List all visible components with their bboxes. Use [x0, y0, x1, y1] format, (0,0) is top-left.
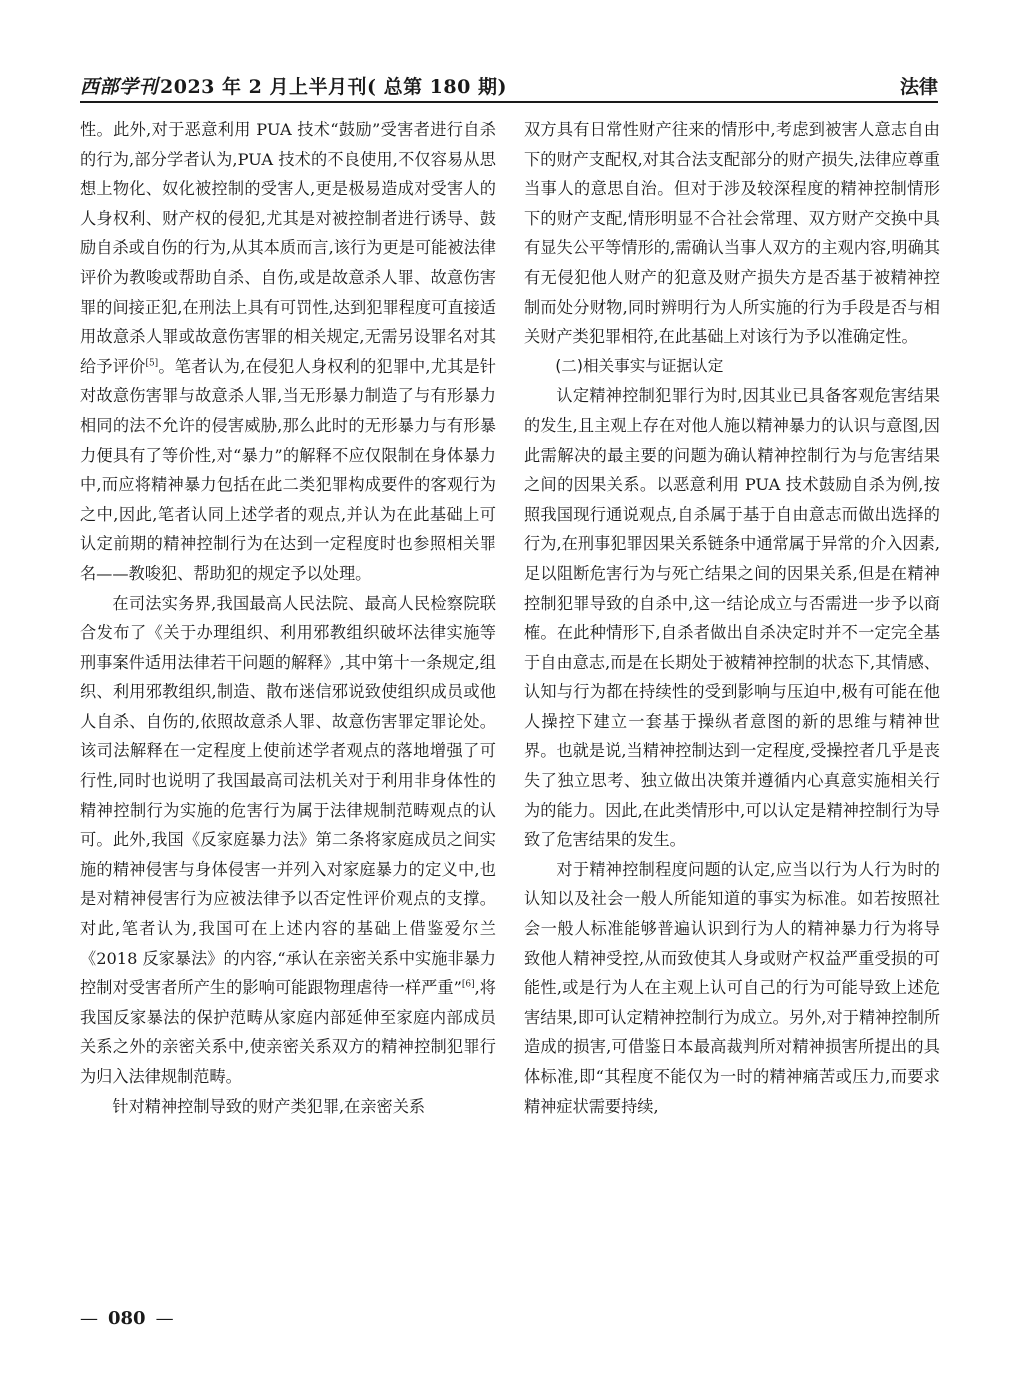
header-left: [80, 72, 507, 99]
left-column: [80, 115, 496, 1295]
running-header: [80, 70, 938, 100]
paragraph: 针对精神控制导致的财产类犯罪,在亲密关系: [112, 1096, 426, 1116]
paragraph-continued: 双方具有日常性财产往来的情形中,考虑到被害人意志自由下的财产支配权,对其合法支配部分的财产损失,法律应尊重当事人的意思自治。但对于涉及较深程度的精神控制情形下的财产支配,情形明显不合社会常理、双方财产交换中具有显失公平等情形的,需确认当事人双方的主观内容,明确其有无侵犯他人财产的犯意及财产损失方是否基于被精神控制而处分财物,同时辨明行为人所实施的行为手段是否与相关财产类犯罪相符,在此基础上对该行为予以准确定性。: [524, 120, 940, 347]
paragraph: 对于精神控制程度问题的认定,应当以行为人行为时的认知以及社会一般人所能知道的事实为标准。如若按照社会一般人标准能够普遍认识到行为人的精神暴力行为将导致他人精神受控,从而致使其人身或财产权益严重受损的可能性,或是行为人在主观上认可自己的行为可能导致上述危害结果,即可认定精神控制行为成立。另外,对于精神控制所造成的损害,可借鉴日本最高裁判所对精神损害所提出的具体标准,即“其程度不能仅为一时的精神痛苦或压力,而要求精神症状需要持续,: [524, 859, 940, 1116]
footer-dash-left: —: [80, 1308, 98, 1329]
paragraph: 认定精神控制犯罪行为时,因其业已具备客观危害结果的发生,且主观上存在对他人施以精神暴力的认识与意图,因此需解决的最主要的问题为确认精神控制行为与危害结果之间的因果关系。以恶意利用 PUA 技术鼓励自杀为例,按照我国现行通说观点,自杀属于基于自由意志而做出选择的行为,在刑事犯罪因果关系链条中通常属于异常的介入因素,足以阻断危害行为与死亡结果之间的因果关系,但是在精神控制犯罪导致的自杀中,这一结论成立与否需进一步予以商榷。在此种情形下,自杀者做出自杀决定时并不一定完全基于自由意志,而是在长期处于被精神控制的状态下,其情感、认知与行为都在持续性的受到影响与压迫中,极有可能在他人操控下建立一套基于操纵者意图的新的思维与精神世界。也就是说,当精神控制达到一定程度,受操控者几乎是丧失了独立思考、独立做出决策并遵循内心真意实施相关行为的能力。因此,在此类情形中,可以认定是精神控制行为导致了危害结果的发生。: [524, 386, 940, 850]
header-divider: [80, 101, 938, 103]
page-number: 080: [108, 1308, 146, 1329]
page-footer: [80, 1308, 174, 1329]
section-heading: (二)相关事实与证据认定: [555, 356, 724, 375]
citation-ref: [5]: [145, 358, 159, 369]
citation-ref: [6]: [461, 979, 475, 990]
section-name: 法律: [899, 76, 938, 98]
paragraph-continued: 性。此外,对于恶意利用 PUA 技术“鼓励”受害者进行自杀的行为,部分学者认为,PUA 技术的不良使用,不仅容易从思想上物化、奴化被控制的受害人,更是极易造成对受害人的人身权利、财产权的侵犯,尤其是对被控制者进行诱导、鼓励自杀或自伤的行为,从其本质而言,该行为更是可能被法律评价为教唆或帮助自杀、自伤,或是故意杀人罪、故意伤害罪的间接正犯,在刑法上具有可罚性,达到犯罪程度可直接适用故意杀人罪或故意伤害罪的相关规定,无需另设罪名对其给予评价[5]。笔者认为,在侵犯人身权利的犯罪中,尤其是针对故意伤害罪与故意杀人罪,当无形暴力制造了与有形暴力相同的法不允许的侵害威胁,那么此时的无形暴力与有形暴力便具有了等价性,对“暴力”的解释不应仅限制在身体暴力中,而应将精神暴力包括在此二类犯罪构成要件的客观行为之中,因此,笔者认同上述学者的观点,并认为在此基础上可认定前期的精神控制行为在达到一定程度时也参照相关罪名——教唆犯、帮助犯的规定予以处理。: [80, 120, 496, 583]
issue-info: 2023 年 2 月上半月刊( 总第 180 期): [160, 76, 507, 98]
footer-dash-right: —: [155, 1308, 174, 1329]
paragraph: 在司法实务界,我国最高人民法院、最高人民检察院联合发布了《关于办理组织、利用邪教组织破坏法律实施等刑事案件适用法律若干问题的解释》,其中第十一条规定,组织、利用邪教组织,制造、散布迷信邪说致使组织成员或他人自杀、自伤的,依照故意杀人罪、故意伤害罪定罪论处。该司法解释在一定程度上使前述学者观点的落地增强了可行性,同时也说明了我国最高司法机关对于利用非身体性的精神控制行为实施的危害行为属于法律规制范畴观点的认可。此外,我国《反家庭暴力法》第二条将家庭成员之间实施的精神侵害与身体侵害一并列入对家庭暴力的定义中,也是对精神侵害行为应被法律予以否定性评价观点的支撑。对此,笔者认为,我国可在上述内容的基础上借鉴爱尔兰《2018 反家暴法》的内容,“承认在亲密关系中实施非暴力控制对受害者所产生的影响可能跟物理虐待一样严重”[6],将我国反家暴法的保护范畴从家庭内部延伸至家庭内部成员关系之外的亲密关系中,使亲密关系双方的精神控制犯罪行为归入法律规制范畴。: [80, 593, 496, 1086]
right-column: [524, 115, 940, 1295]
journal-name: 西部学刊: [80, 76, 159, 98]
